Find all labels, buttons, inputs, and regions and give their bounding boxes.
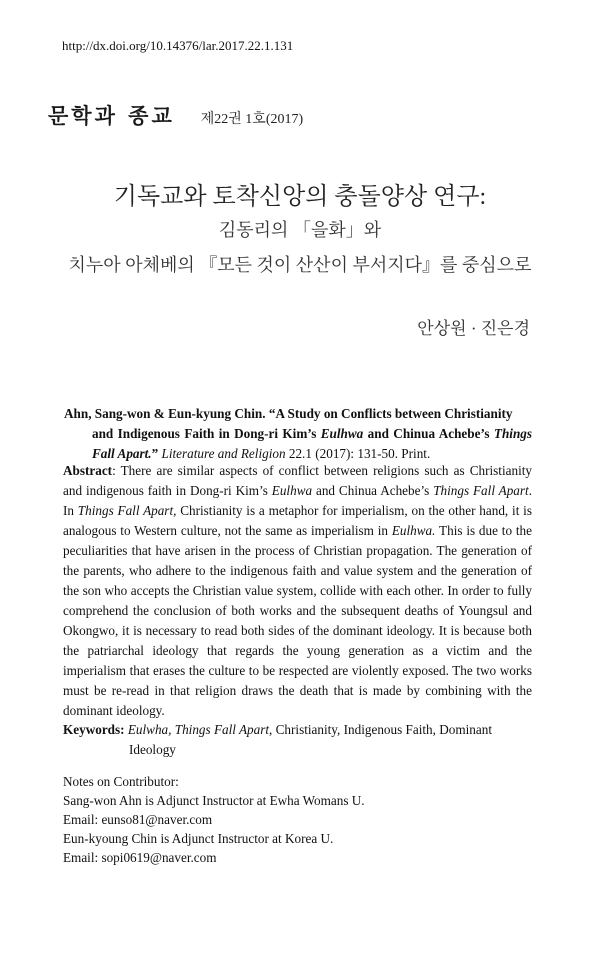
contributor-notes xyxy=(63,772,365,867)
citation-part3: and Chinua Achebe’s xyxy=(363,426,494,441)
abstract-s5: This is due to the peculiarities that have arisen in the process of Christian propagation. The generation of the parents, who adhere to the indigenous faith and value system and the generation of the son who accepts the Christian value system, collide with each other. In order to fully comprehend the conclusion of both works and the subsequent deaths of Youngsul and Okongwo, it is necessary to read both sides of the dominant ideology. It is because both the patriarchal ideology that regards the young generation as a victim and the imperialism that erases the culture to be respected are violently exposed. The two works must be re-read in that religion draws the death that is made by combining with the dominant ideology. xyxy=(63,523,533,718)
abstract-eulhwa: Eulhwa xyxy=(271,483,313,498)
journal-header xyxy=(48,100,303,130)
citation xyxy=(64,404,533,464)
notes-line1: Sang-won Ahn is Adjunct Instructor at Ewha Womans U. xyxy=(63,793,365,808)
keywords-label: Keywords: xyxy=(63,722,125,737)
keywords-italic: Eulwha, Things Fall Apart xyxy=(127,722,270,737)
keywords-rest: , Christianity, Indigenous Faith, Dominant xyxy=(269,722,492,737)
citation-eulhwa: Eulhwa xyxy=(320,426,364,441)
abstract-s1: : There are similar aspects of conflict between religions such as Christianity and indigenous faith in Dong-ri Kim’s xyxy=(63,463,532,498)
keywords xyxy=(63,720,532,760)
paper-subtitle-line1: 김동리의 「을화」와 xyxy=(218,220,382,240)
citation-part2: and Indigenous Faith in Dong-ri Kim’s xyxy=(92,426,321,441)
citation-part4: ” xyxy=(151,446,162,461)
journal-logo: 문학과 종교 xyxy=(48,104,175,128)
citation-journal: Literature and Religion xyxy=(161,446,286,461)
notes-email2[interactable]: Email: sopi0619@naver.com xyxy=(63,850,217,865)
keywords-cont: Ideology xyxy=(129,742,176,757)
author-names: 안상원 · 진은경 xyxy=(417,319,530,338)
abstract-s3: . In xyxy=(63,483,532,518)
abstract-s4: Christianity is a metaphor for imperialism, on the other hand, it is analogous to Western culture, not the same as imperialism in xyxy=(63,503,532,538)
paper-title: 기독교와 토착신앙의 충돌양상 연구: xyxy=(113,184,487,210)
abstract-eulhwa2: Eulhwa. xyxy=(391,523,436,538)
abstract-label: Abstract xyxy=(63,463,113,478)
citation-part5: 22.1 (2017): 131-50. Print. xyxy=(285,446,431,461)
paper-subtitle-line2: 치누아 아체베의 『모든 것이 산산이 부서지다』를 중심으로 xyxy=(68,255,532,275)
citation-line1: Ahn, Sang-won & Eun-kyung Chin. “A Study on Conflicts between Christianity xyxy=(64,406,513,421)
notes-line3: Eun-kyoung Chin is Adjunct Instructor at Korea U. xyxy=(63,831,334,846)
doi-link[interactable]: http://dx.doi.org/10.14376/lar.2017.22.1.131 xyxy=(62,38,294,53)
abstract-tfa2: Things Fall Apart, xyxy=(77,503,177,518)
notes-heading: Notes on Contributor: xyxy=(63,774,179,789)
citation-tfa: Things Fall Apart. xyxy=(92,426,533,461)
abstract-s2: and Chinua Achebe’s xyxy=(312,483,434,498)
notes-email1[interactable]: Email: eunso81@naver.com xyxy=(63,812,213,827)
abstract xyxy=(63,461,532,721)
journal-issue: 제22권 1호(2017) xyxy=(200,112,304,127)
abstract-tfa: Things Fall Apart xyxy=(433,483,529,498)
